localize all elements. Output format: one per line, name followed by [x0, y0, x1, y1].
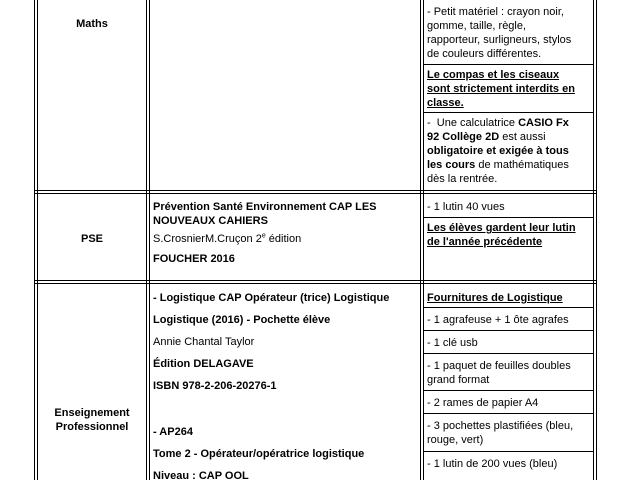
row-divider-1: [34, 190, 597, 191]
enseignement-supplies-heading: [427, 291, 593, 305]
supply-text: grand format: [427, 374, 490, 386]
book-title: NOUVEAUX CAHIERS: [153, 215, 268, 227]
supply-item: [427, 336, 593, 350]
text-line: Le compas et les ciseaux: [427, 69, 560, 81]
column-divider-1-inner: [149, 0, 150, 480]
pse-note: [427, 221, 593, 249]
note-line: de l'année précédente: [427, 236, 543, 248]
book-ref: - AP264: [153, 426, 193, 438]
table-border-right: [593, 0, 594, 480]
supplies-heading: Fournitures de Logistique: [427, 292, 563, 304]
maths-supplies-materiel: [427, 5, 593, 61]
cell-separator: [424, 112, 593, 113]
pse-supplies: [427, 200, 593, 214]
cell-separator: [424, 353, 593, 354]
supply-item: [427, 457, 593, 471]
row-divider-2-inner: [34, 283, 597, 284]
cell-separator: [424, 413, 593, 414]
text-line: 92 Collège 2D est aussi: [427, 131, 546, 143]
column-divider-2-inner: [423, 0, 424, 480]
text-line: dès la rentrée.: [427, 173, 498, 185]
text-line: - Une calculatrice CASIO Fx: [427, 117, 569, 129]
book-tome: Tome 2 - Opérateur/opératrice logistique: [153, 448, 365, 460]
maths-supplies-calculatrice: [427, 116, 593, 186]
note-line: Les élèves gardent leur lutin: [427, 222, 576, 234]
edition-text: édition: [265, 233, 302, 245]
text-line: obligatoire et exigée à tous: [427, 145, 569, 157]
supply-text: rouge, vert): [427, 434, 484, 446]
text-line: de couleurs différentes.: [427, 48, 542, 60]
text-line: les cours de mathématiques: [427, 159, 569, 171]
subject-line: Enseignement: [54, 407, 130, 419]
cell-separator: [424, 330, 593, 331]
column-divider-2: [420, 0, 421, 480]
text-line: classe.: [427, 97, 464, 109]
cell-separator: [424, 451, 593, 452]
subject-pse: PSE: [80, 233, 103, 245]
row-divider-1-inner: [34, 193, 597, 194]
subject-maths: Maths: [76, 18, 108, 30]
edition-sup: e: [261, 232, 266, 240]
book-author: Annie Chantal Taylor: [153, 336, 255, 348]
cell-separator: [424, 64, 593, 65]
text-line: - Petit matériel : crayon noir,: [427, 6, 564, 18]
book-line: Logistique (2016) - Pochette élève: [153, 314, 331, 326]
supply-text: - 1 lutin de 200 vues (bleu): [427, 458, 558, 470]
pse-book: [153, 200, 419, 266]
cell-separator: [424, 307, 593, 308]
supply-text: - 2 rames de papier A4: [427, 397, 539, 409]
supply-text: - 3 pochettes plastifiées (bleu,: [427, 420, 574, 432]
supply-item: [427, 396, 593, 410]
supply-item: [427, 419, 593, 447]
book-isbn: ISBN 978-2-206-20276-1: [153, 380, 277, 392]
supply-text: - 1 paquet de feuilles doubles: [427, 360, 571, 372]
text-line: rapporteur, surligneurs, stylos: [427, 34, 572, 46]
text-line: gomme, taille, règle,: [427, 20, 527, 32]
supply-item: [427, 313, 593, 327]
subject-line: Professionnel: [55, 421, 129, 433]
book-line: - Logistique CAP Opérateur (trice) Logistique: [153, 292, 390, 304]
table-border-right-inner: [596, 0, 597, 480]
table-border-left: [34, 0, 35, 480]
book-authors: [153, 232, 419, 246]
text-line: sont strictement interdits en: [427, 83, 575, 95]
authors-text: S.CrosnierM.Cruçon 2: [153, 233, 262, 245]
enseignement-books: [153, 291, 419, 483]
supply-item: - 1 lutin 40 vues: [427, 201, 505, 213]
book-publisher: Édition DELAGAVE: [153, 358, 254, 370]
book-niveau: Niveau : CAP OOL: [153, 470, 249, 482]
cell-separator: [424, 217, 593, 218]
book-title: Prévention Santé Environnement CAP LES: [153, 201, 377, 213]
maths-supplies-interdit: [427, 68, 593, 110]
supply-text: - 1 agrafeuse + 1 ôte agrafes: [427, 314, 569, 326]
column-divider-1: [146, 0, 147, 480]
row-divider-2: [34, 280, 597, 281]
cell-separator: [424, 390, 593, 391]
supply-item: [427, 359, 593, 387]
supply-text: - 1 clé usb: [427, 337, 478, 349]
book-publisher: FOUCHER 2016: [153, 253, 235, 265]
subject-enseignement-professionnel: [38, 406, 146, 434]
